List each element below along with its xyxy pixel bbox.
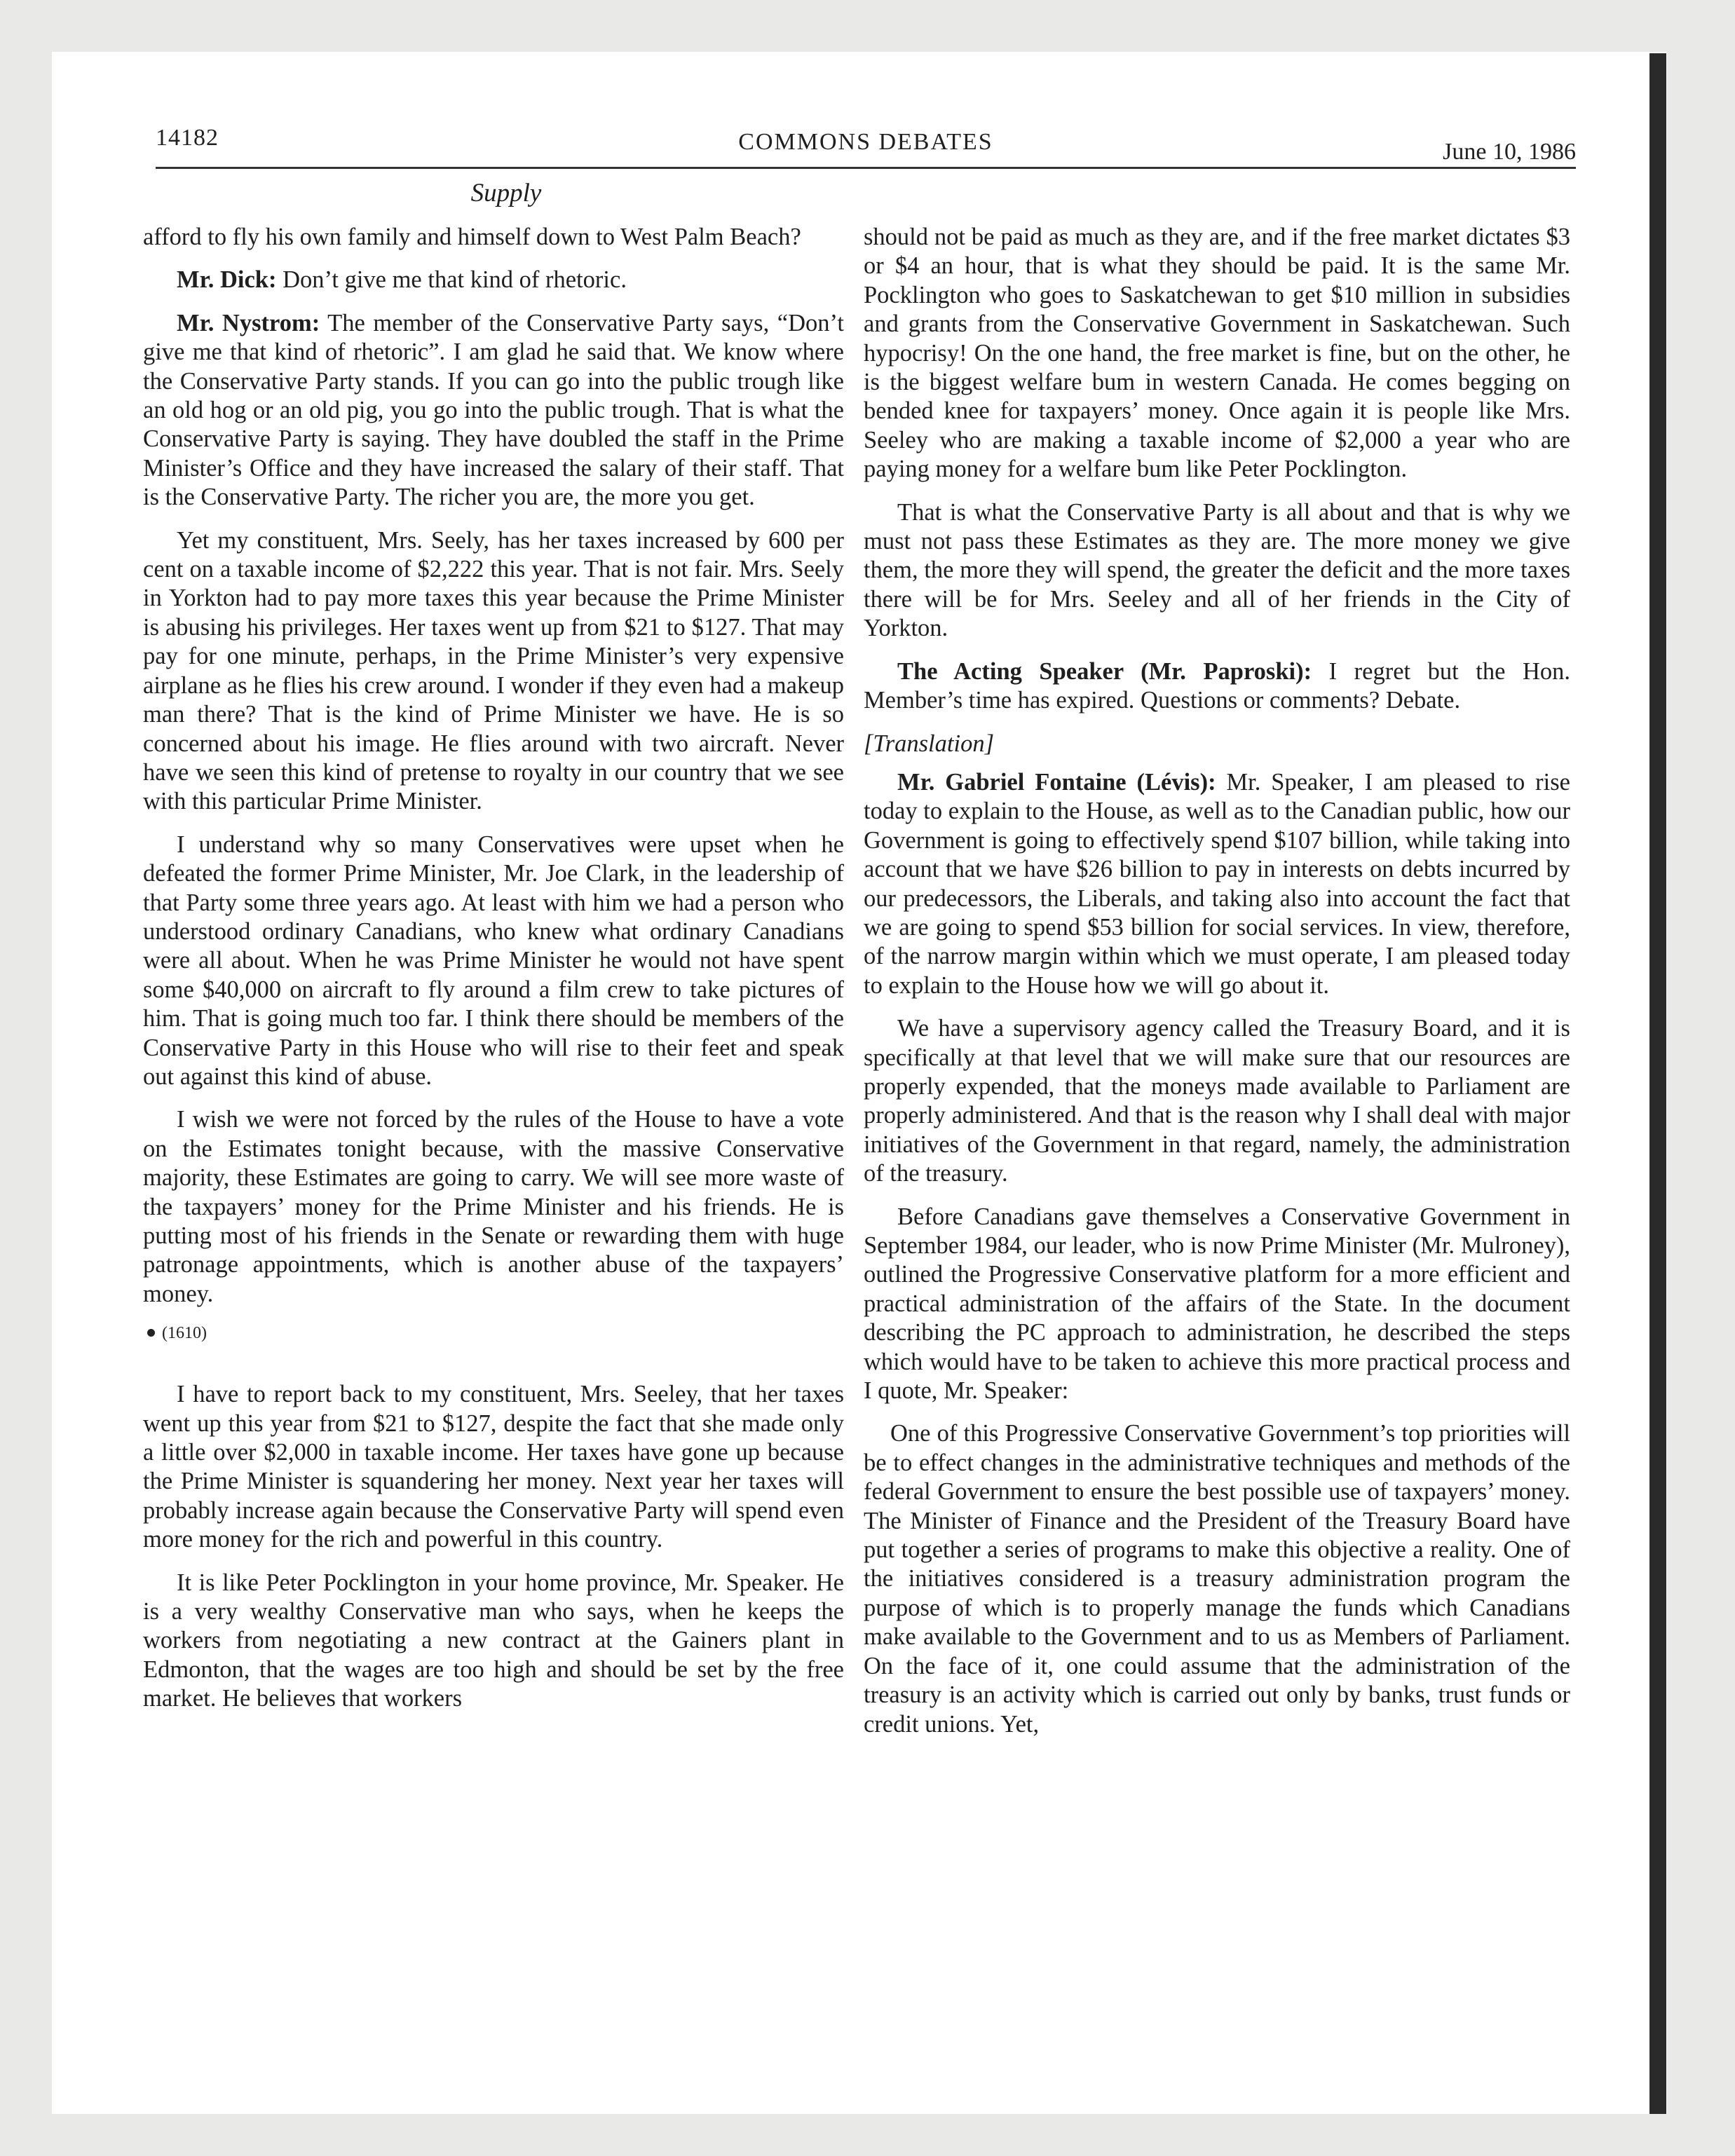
left-column — [143, 223, 844, 1728]
bullet-dot-icon — [147, 1329, 155, 1337]
speaker-name: Mr. Gabriel Fontaine (Lévis): — [897, 768, 1216, 796]
speaker-name: Mr. Nystrom: — [177, 309, 320, 336]
speaker-name: Mr. Dick: — [177, 266, 277, 294]
paragraph: Mr. Gabriel Fontaine (Lévis): Mr. Speaker, I am pleased to rise today to explain to the House, as well as to the Canadian public, how our Government is going to effectively spend $107 billion, while taking into account that we have $26 billion to pay in interests on debts incurred by our predecessors, the Liberals, and taking also into account the fact that we are going to spend $53 billion for social services. In view, therefore, of the narrow margin within which we must operate, I am pleased today to explain to the House how we will go about it. — [864, 768, 1570, 999]
paragraph: It is like Peter Pocklington in your home province, Mr. Speaker. He is a very wealthy Conservative man who says, when he keeps the workers from negotiating a new contract at the Gainers plant in Edmonton, that the wages are too high and should be set by the free market. He believes that workers — [143, 1569, 844, 1712]
paragraph: That is what the Conservative Party is all about and that is why we must not pass these Estimates as they are. The more money we give them, the more they will spend, the greater the deficit and the more taxes there will be for Mrs. Seeley and all of her friends in the City of Yorkton. — [864, 498, 1570, 642]
paragraph: I understand why so many Conservatives were upset when he defeated the former Prime Minister, Mr. Joe Clark, in the leadership of that Party some three years ago. At least with him we had a person who understood ordinary Canadians, who knew what ordinary Canadians were all about. When he was Prime Minister he would not have spent some $40,000 on aircraft to fly around a film crew to take pictures of him. That is going much too far. I think there should be members of the Conservative Party in this House who will rise to their feet and speak out against this kind of abuse. — [143, 831, 844, 1090]
paragraph: afford to fly his own family and himself down to West Palm Beach? — [143, 224, 801, 250]
section-title: Supply — [470, 179, 542, 207]
speaker-name: The Acting Speaker (Mr. Paproski): — [897, 657, 1312, 685]
publication-date: June 10, 1986 — [1443, 139, 1576, 165]
page-header — [156, 125, 1576, 169]
publication-title: COMMONS DEBATES — [738, 129, 993, 155]
time-marker: (1610) — [143, 1323, 844, 1344]
paragraph: Before Canadians gave themselves a Conservative Government in September 1984, our leader, who is now Prime Minister (Mr. Mulroney), outlined the Progressive Conservative platform for a more efficient and practical administration of the affairs of the State. In the document describing the PC approach to administration, he described the steps which would have to be taken to achieve this more practical process and I quote, Mr. Speaker: — [864, 1203, 1570, 1405]
right-column — [864, 223, 1570, 1753]
quoted-passage: One of this Progressive Conservative Government’s top priorities will be to effect changes in the administrative techniques and methods of the federal Government to ensure the best possible use of taxpayers’ money. The Minister of Finance and the President of the Treasury Board have put together a series of programs to make this objective a reality. One of the initiatives considered is a treasury administration program the purpose of which is to properly manage the funds which Canadians make available to the Government and to us as Members of Parliament. On the face of it, one could assume that the administration of the treasury is an activity which is carried out only by banks, trust funds or credit unions. Yet, — [864, 1420, 1570, 1738]
paragraph: Mr. Dick: Don’t give me that kind of rhetoric. — [177, 266, 627, 294]
paragraph: The Acting Speaker (Mr. Paproski): I regret but the Hon. Member’s time has expired. Questions or comments? Debate. — [864, 657, 1571, 714]
paragraph: I wish we were not forced by the rules of the House to have a vote on the Estimates tonight because, with the massive Conservative majority, these Estimates are going to carry. We will see more waste of the taxpayers’ money for the Prime Minister and his friends. He is putting most of his friends in the Senate or rewarding them with huge patronage appointments, which is another abuse of the taxpayers’ money. — [143, 1106, 844, 1307]
paragraph: I have to report back to my constituent, Mrs. Seeley, that her taxes went up this year from $21 to $127, despite the fact that she made only a little over $2,000 in taxable income. Her taxes have gone up because the Prime Minister is squandering her money. Next year her taxes will probably increase again because the Conservative Party will spend even more money for the rich and powerful in this country. — [143, 1381, 844, 1553]
translation-marker: [Translation] — [864, 730, 994, 757]
scan-edge-shadow — [1649, 53, 1666, 2114]
paragraph: Mr. Nystrom: The member of the Conservative Party says, “Don’t give me that kind of rhetoric”. I am glad he said that. We know where the Conservative Party stands. If you can go into the public trough like an old hog or an old pig, you go into the public trough. That is what the Conservative Party is saying. They have doubled the staff in the Prime Minister’s Office and they have increased the salary of their staff. That is the Conservative Party. The richer you are, the more you get. — [143, 309, 844, 511]
page-number: 14182 — [156, 125, 219, 151]
paragraph: We have a supervisory agency called the Treasury Board, and it is specifically at that level that we will make sure that our resources are properly expended, that the moneys made available to Parliament are properly administered. And that is the reason why I shall deal with major initiatives of the Government in that regard, namely, the administration of the treasury. — [864, 1015, 1570, 1187]
paragraph: should not be paid as much as they are, and if the free market dictates $3 or $4 an hour, that is what they should be paid. It is the same Mr. Pocklington who goes to Saskatchewan to get $10 million in subsidies and grants from the Conservative Government in Saskatchewan. Such hypocrisy! On the one hand, the free market is fine, but on the other, he is the biggest welfare bum in western Canada. He comes begging on bended knee for taxpayers’ money. Once again it is people like Mrs. Seeley who are making a taxable income of $2,000 a year who are paying money for a welfare bum like Peter Pocklington. — [864, 224, 1570, 483]
paragraph: Yet my constituent, Mrs. Seely, has her taxes increased by 600 per cent on a taxable income of $2,222 this year. That is not fair. Mrs. Seely in Yorkton had to pay more taxes this year because the Prime Minister is abusing his privileges. Her taxes went up from $21 to $127. That may pay for one minute, perhaps, in the Prime Minister’s very expensive airplane as he flies his crew around. I wonder if they even had a makeup man there? That is the kind of Prime Minister we have. He is so concerned about his image. He flies around with two aircraft. Never have we seen this kind of pretense to royalty in our country that we see with this particular Prime Minister. — [143, 526, 844, 815]
